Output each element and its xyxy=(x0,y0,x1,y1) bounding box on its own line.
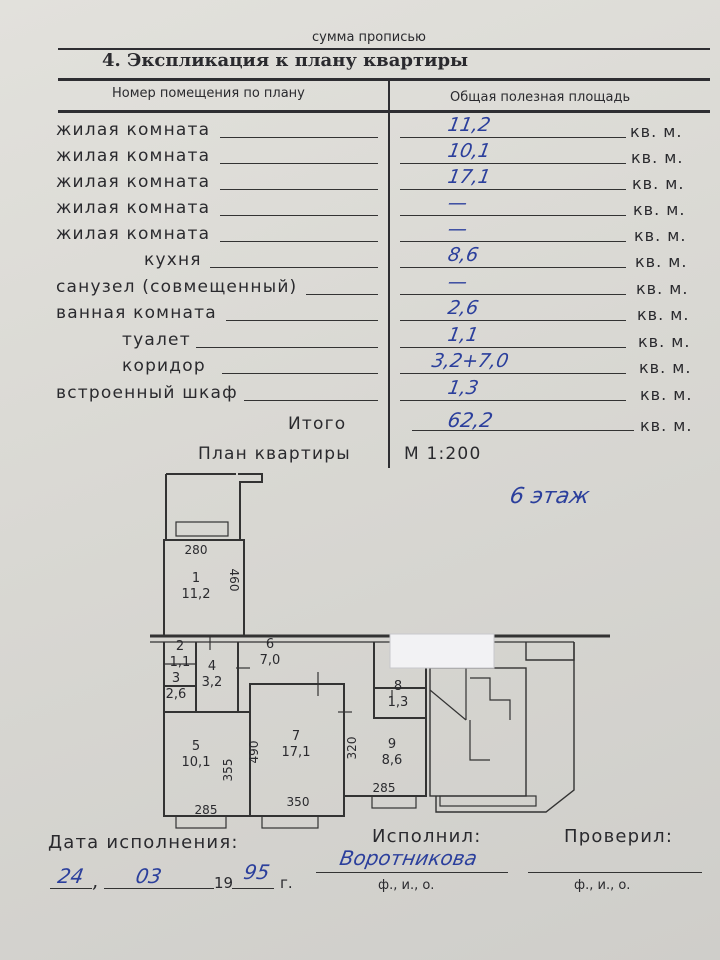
row-label: коридор xyxy=(122,356,206,376)
room-6-number: 6 xyxy=(265,637,275,652)
row-unit: кв. м. xyxy=(637,305,690,324)
date-month: 03 xyxy=(133,864,164,888)
row-value: 3,2+7,0 xyxy=(430,350,511,372)
executed-sub: ф., и., о. xyxy=(378,878,435,893)
plan-scale: М 1:200 xyxy=(404,444,482,464)
row-label: кухня xyxy=(144,250,202,270)
dimension-label: 355 xyxy=(221,758,235,782)
row-value: 2,6 xyxy=(446,297,481,319)
row-unit: кв. м. xyxy=(638,332,691,351)
executed-line xyxy=(316,872,508,873)
executed-signature: Воротникова xyxy=(337,846,480,870)
row-leader-line xyxy=(226,320,378,321)
row-value-line xyxy=(400,347,626,348)
row-value: — xyxy=(446,218,469,240)
room-6-area: 7,0 xyxy=(259,653,281,668)
date-label: Дата исполнения: xyxy=(48,832,239,853)
room-9-outline xyxy=(344,642,426,796)
date-comma: , xyxy=(92,868,99,892)
room-4-area: 3,2 xyxy=(201,675,223,690)
stairwell xyxy=(430,668,526,796)
room-9-number: 9 xyxy=(387,737,397,752)
row-value-line xyxy=(400,373,626,374)
room-1-number: 1 xyxy=(191,571,201,586)
row-label: жилая комната xyxy=(56,172,211,192)
row-unit: кв. м. xyxy=(633,200,686,219)
row-leader-line xyxy=(196,347,378,348)
row-value-line xyxy=(400,215,626,216)
row-value-line xyxy=(400,137,626,138)
col-header-left: Номер помещения по плану xyxy=(112,86,305,101)
row-value-line xyxy=(400,189,626,190)
row-value: 10,1 xyxy=(446,140,493,162)
checked-sub: ф., и., о. xyxy=(574,878,631,893)
dimension-label: 460 xyxy=(227,568,241,592)
row-label: жилая комната xyxy=(56,120,211,140)
row-unit: кв. м. xyxy=(640,385,693,404)
row-value-line xyxy=(400,267,626,268)
row-leader-line xyxy=(222,373,378,374)
row-leader-line xyxy=(220,241,378,242)
room-5-number: 5 xyxy=(191,739,201,754)
row-value-line xyxy=(400,294,626,295)
row-value-line xyxy=(400,400,626,401)
row-value: 11,2 xyxy=(446,114,493,136)
date-year: 95 xyxy=(241,860,272,884)
column-divider xyxy=(388,78,390,468)
checked-label: Проверил: xyxy=(564,826,674,847)
row-unit: кв. м. xyxy=(635,252,688,271)
date-year-line xyxy=(232,888,274,889)
room-8-number: 8 xyxy=(393,679,403,694)
row-label: туалет xyxy=(122,330,191,350)
paper-sticker xyxy=(390,634,494,668)
col-header-right: Общая полезная площадь xyxy=(450,90,631,105)
row-label: жилая комната xyxy=(56,146,211,166)
room-7-area: 17,1 xyxy=(281,745,311,760)
total-value: 62,2 xyxy=(445,408,495,432)
row-unit: кв. м. xyxy=(639,358,692,377)
row-unit: кв. м. xyxy=(634,226,687,245)
room-1-area: 11,2 xyxy=(181,587,211,602)
room-5-area: 10,1 xyxy=(181,755,211,770)
total-label: Итого xyxy=(288,414,347,434)
left-block-outline xyxy=(164,642,250,816)
dimension-label: 285 xyxy=(194,803,218,817)
room-8-area: 1,3 xyxy=(387,695,409,710)
total-unit: кв. м. xyxy=(640,416,693,435)
row-label: санузел (совмещенный) xyxy=(56,277,298,297)
row-label: встроенный шкаф xyxy=(56,383,238,403)
room-7-outline xyxy=(250,684,344,816)
balcony-outline xyxy=(166,474,262,540)
title-rule xyxy=(58,78,710,81)
room-3-number: 3 xyxy=(171,671,181,686)
dimension-label: 285 xyxy=(372,781,396,795)
section-title: 4. Экспликация к плану квартиры xyxy=(102,50,469,71)
row-leader-line xyxy=(220,215,378,216)
row-leader-line xyxy=(210,267,378,268)
total-value-line xyxy=(412,430,634,431)
date-century: 19 xyxy=(214,874,234,892)
room-9-area: 8,6 xyxy=(381,753,403,768)
row-value-line xyxy=(400,241,626,242)
room-3-area: 2,6 xyxy=(165,687,187,702)
date-day-line xyxy=(50,888,92,889)
room-4-number: 4 xyxy=(207,659,217,674)
floor-note: 6 этаж xyxy=(507,484,592,509)
dimension-label: 280 xyxy=(184,543,208,557)
row-value: 1,3 xyxy=(446,377,481,399)
row-label: жилая комната xyxy=(56,198,211,218)
row-leader-line xyxy=(220,163,378,164)
row-value: 8,6 xyxy=(446,244,481,266)
executed-label: Исполнил: xyxy=(372,826,482,847)
row-label: ванная комната xyxy=(56,303,217,323)
row-unit: кв. м. xyxy=(636,279,689,298)
room-7-number: 7 xyxy=(291,729,301,744)
row-leader-line xyxy=(306,294,378,295)
dimension-label: 320 xyxy=(345,736,359,760)
row-unit: кв. м. xyxy=(630,122,683,141)
row-value: — xyxy=(446,271,469,293)
date-day: 24 xyxy=(55,864,86,888)
row-value: 1,1 xyxy=(446,324,481,346)
checked-line xyxy=(528,872,702,873)
row-value-line xyxy=(400,320,626,321)
row-label: жилая комната xyxy=(56,224,211,244)
row-leader-line xyxy=(244,400,378,401)
row-value-line xyxy=(400,163,626,164)
row-value: — xyxy=(446,192,469,214)
row-value: 17,1 xyxy=(446,166,493,188)
room-2-area: 1,1 xyxy=(169,655,191,670)
dimension-label: 490 xyxy=(247,740,261,764)
date-month-line xyxy=(104,888,214,889)
plan-title: План квартиры xyxy=(198,444,351,464)
top-note: сумма прописью xyxy=(312,30,426,45)
room-2-number: 2 xyxy=(175,639,185,654)
header-rule xyxy=(58,110,710,113)
row-unit: кв. м. xyxy=(632,174,685,193)
date-year-suffix: г. xyxy=(280,874,293,892)
row-unit: кв. м. xyxy=(631,148,684,167)
row-leader-line xyxy=(220,189,378,190)
dimension-label: 350 xyxy=(286,795,310,809)
row-leader-line xyxy=(220,137,378,138)
room-1-outline xyxy=(164,540,244,636)
